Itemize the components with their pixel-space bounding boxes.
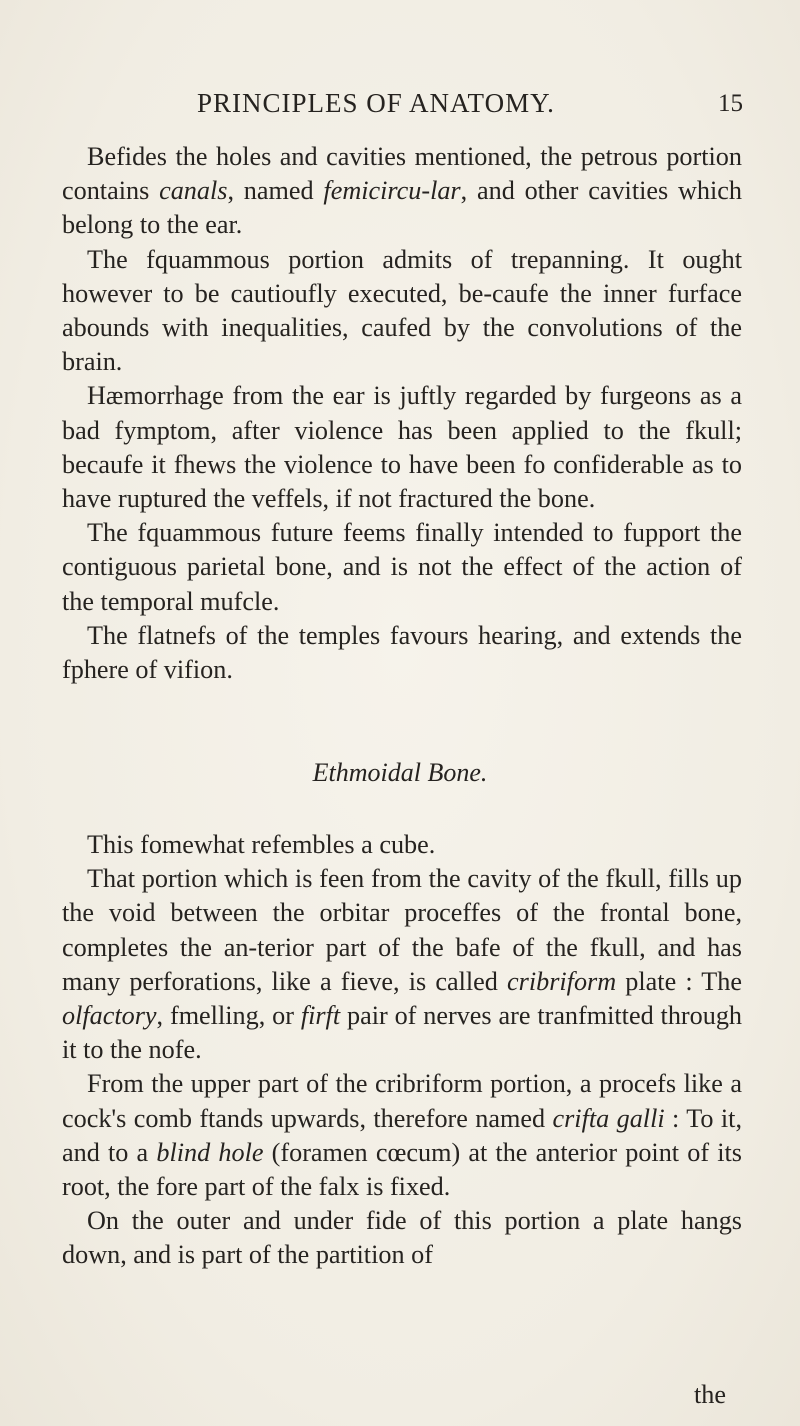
running-head-title: PRINCIPLES OF ANATOMY.: [197, 88, 555, 118]
term-canals: canals: [159, 176, 228, 206]
term-semicircular: femicircu-lar: [323, 176, 461, 206]
catchword: the: [694, 1380, 726, 1409]
term-crista-galli: crifta galli: [552, 1103, 665, 1133]
body-text-upper: [62, 140, 742, 687]
paragraph-suture: The fquammous future feems finally intended to fupport the contiguous parietal bone, and is not the effect of the action of the temporal mufcle.: [62, 518, 742, 616]
page-number: 15: [718, 90, 743, 117]
term-olfactory: olfactory: [62, 1001, 157, 1031]
paragraph-trepanning: The fquammous portion admits of trepanning. It ought however to be cautioufly executed, be-caufe the inner furface abounds with inequalities, caufed by the convolutions of the brain.: [62, 244, 742, 377]
paragraph-plate: On the outer and under fide of this portion a plate hangs down, and is part of the partition of: [62, 1206, 742, 1270]
term-cribriform: cribriform: [507, 966, 617, 996]
paragraph-cavities: Befides the holes and cavities mentioned, the petrous portion contains canals, named femicircu-lar, and other cavities which belong to the ear.: [62, 142, 742, 240]
paragraph-cube: This fomewhat refembles a cube.: [87, 830, 436, 859]
term-blind-hole: blind hole: [156, 1137, 264, 1167]
paragraph-cribriform: That portion which is feen from the cavity of the fkull, fills up the void between the orbitar proceffes of the frontal bone, completes the an-terior part of the bafe of the fkull, and has many perforations, like a fieve, is called cribriform plate : The olfactory, fmelling, or firft pair of nerves are tranfmitted through it to the nofe.: [62, 864, 743, 1065]
body-text-lower: [62, 828, 742, 1273]
section-heading: Ethmoidal Bone.: [312, 758, 488, 787]
paragraph-haemorrhage: Hæmorrhage from the ear is juftly regarded by furgeons as a bad fymptom, after violence has been applied to the fkull; becaufe it fhews the violence to have been fo confiderable as to have ruptured the veffels, if not fractured the bone.: [62, 381, 742, 514]
paragraph-crista-galli: From the upper part of the cribriform portion, a procefs like a cock's comb ftands upwards, therefore named crifta galli : To it, and to a blind hole (foramen cœcum) at the anterior point of its root, the fore part of the falx is fixed.: [62, 1069, 742, 1202]
term-first: firft: [300, 1001, 341, 1031]
paragraph-temples: The flatnefs of the temples favours hearing, and extends the fphere of vifion.: [62, 620, 742, 685]
